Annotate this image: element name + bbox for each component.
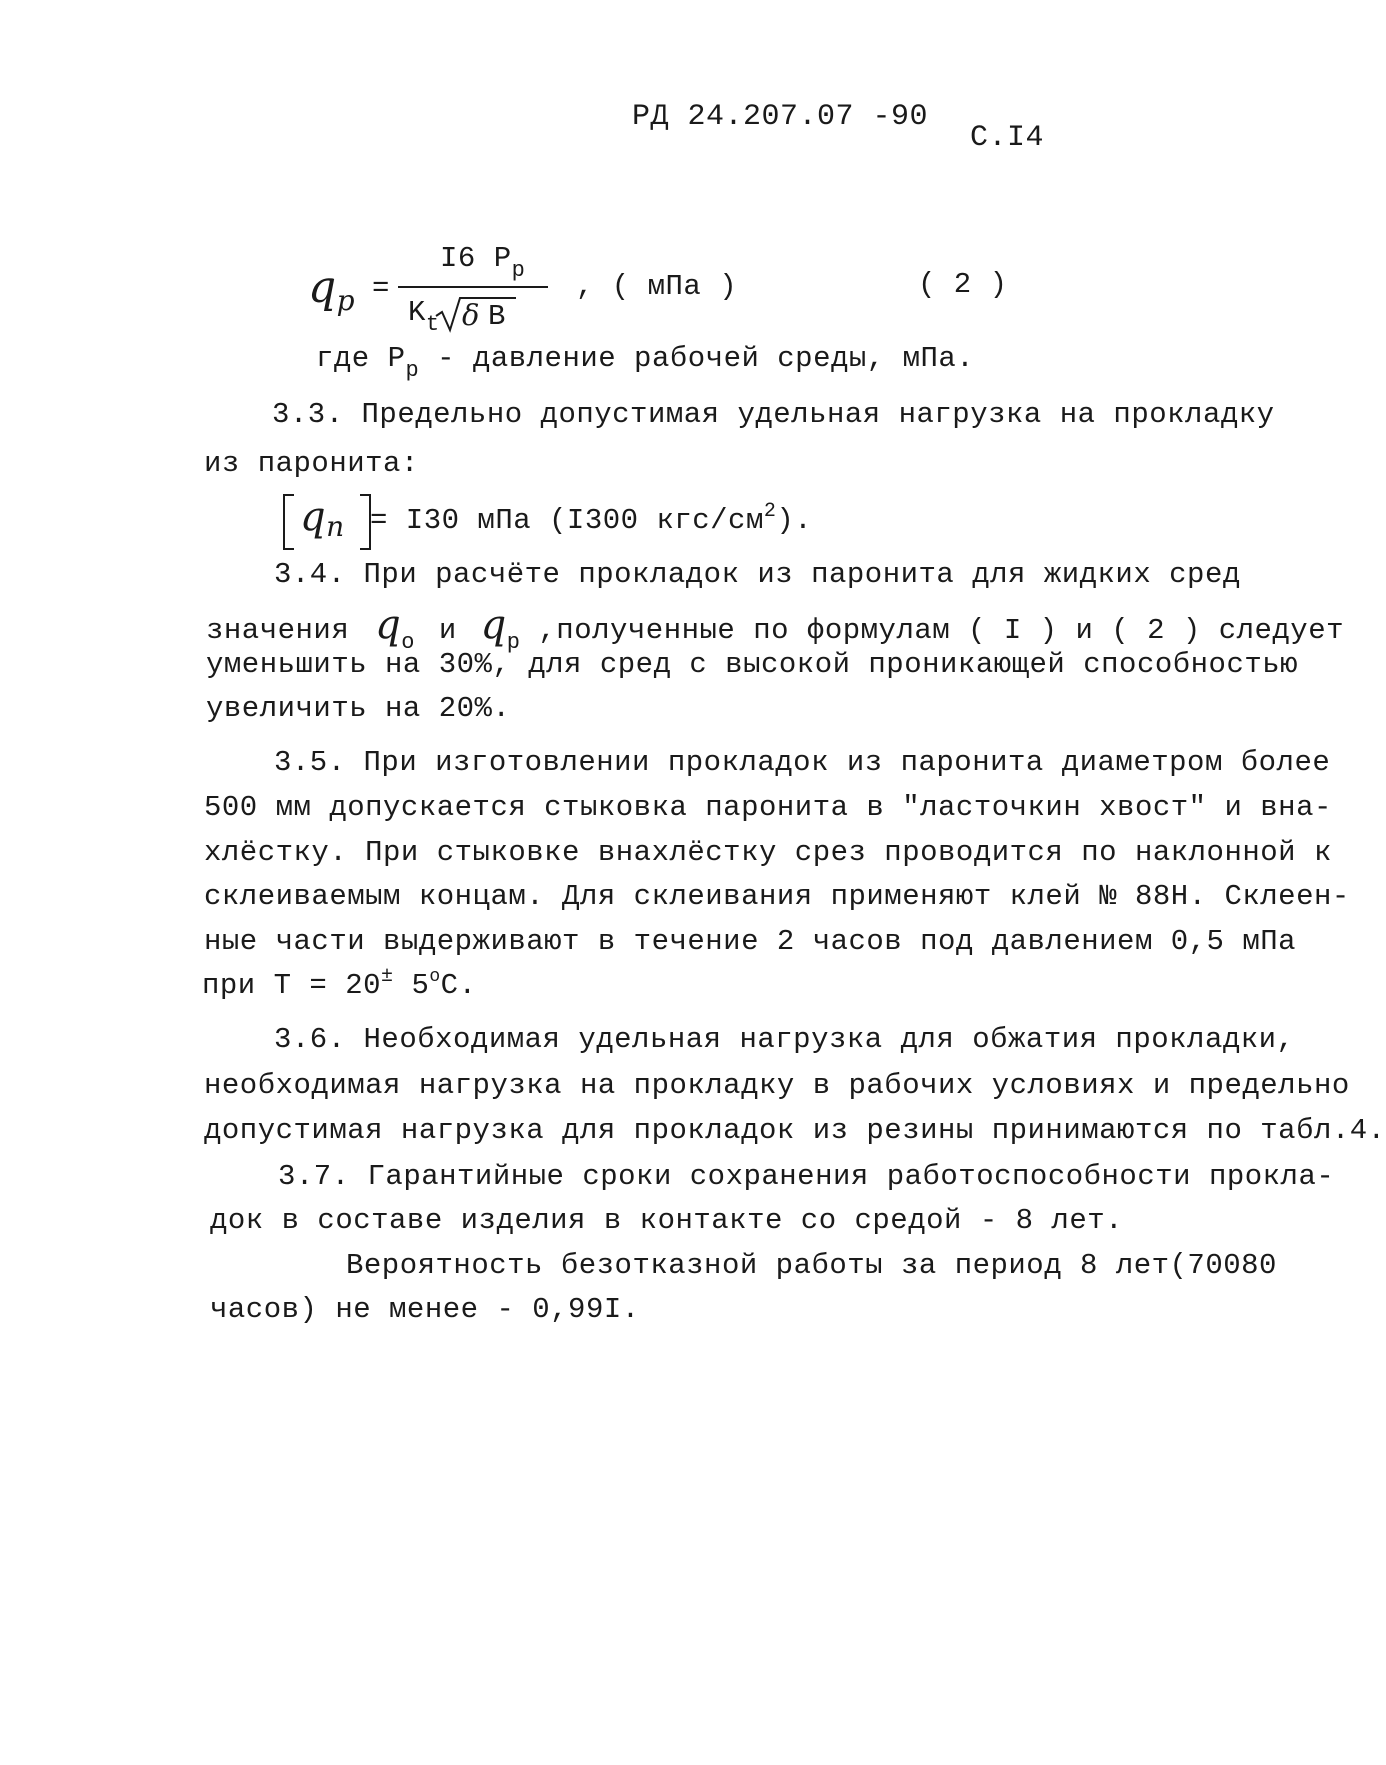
fraction-bar: [398, 286, 548, 288]
document-code: РД 24.207.07 -90: [632, 100, 929, 134]
paragraph-3-4-line-2: значения $q_o$ и $q_p$ ,полученные по формулам ( I ) и ( 2 ) следует: [206, 602, 1345, 655]
paragraph-3-5-line-3: хлёстку. При стыковке внахлёстку срез проводится по наклонной к: [204, 836, 1332, 869]
paragraph-3-4-line-3: уменьшить на 30%, для сред с высокой проникающей способностью: [206, 648, 1299, 681]
formula-denominator: $K_t$: [408, 296, 440, 337]
formula-qn-symbol: qn: [300, 494, 345, 543]
paragraph-3-4-line-4: увеличить на 20%.: [206, 692, 511, 725]
formula-numerator: I6 $P_p$: [440, 242, 526, 283]
formula-explanation: где $P_p$ - давление рабочей среды, мПа.: [316, 342, 975, 383]
formula-qn-value: = I30 мПа (I300 кгс/$см^2$).: [370, 500, 813, 537]
formula-equals: =: [372, 272, 390, 305]
formula-b: B: [488, 300, 506, 333]
paragraph-3-3-line-2: из паронита:: [204, 447, 419, 480]
page-number: С.I4: [970, 121, 1045, 155]
paragraph-3-5-line-2: 500 мм допускается стыковка паронита в "ласточкин хвост" и вна-: [204, 791, 1332, 824]
left-bracket: [283, 494, 294, 550]
paragraph-3-6-line-1: 3.6. Необходимая удельная нагрузка для обжатия прокладки,: [274, 1023, 1295, 1056]
paragraph-3-3-line-1: 3.3. Предельно допустимая удельная нагрузка на прокладку: [272, 398, 1275, 431]
paragraph-3-5-line-4: склеиваемым концам. Для склеивания применяют клей № 88Н. Склеен-: [204, 880, 1350, 913]
paragraph-3-7-line-1: 3.7. Гарантийные сроки сохранения работоспособности прокла-: [278, 1160, 1335, 1193]
formula-number: ( 2 ): [918, 268, 1008, 301]
formula-lhs: qp: [308, 262, 356, 317]
formula-delta: δ: [462, 298, 480, 332]
paragraph-3-5-line-5: ные части выдерживают в течение 2 часов под давлением 0,5 мПа: [204, 925, 1297, 958]
paragraph-3-7-line-2: док в составе изделия в контакте со средой - 8 лет.: [210, 1204, 1124, 1237]
paragraph-3-7-line-3: Вероятность безотказной работы за период 8 лет(70080: [346, 1249, 1277, 1282]
paragraph-3-5-line-6: при Т = 20± 5$^o$С.: [202, 965, 477, 1002]
paragraph-3-7-line-4: часов) не менее - 0,99I.: [210, 1293, 640, 1326]
paragraph-3-5-line-1: 3.5. При изготовлении прокладок из паронита диаметром более: [274, 746, 1331, 779]
paragraph-3-6-line-3: допустимая нагрузка для прокладок из резины принимаются по табл.4.: [204, 1114, 1386, 1147]
paragraph-3-4-line-1: 3.4. При расчёте прокладок из паронита для жидких сред: [274, 558, 1241, 591]
paragraph-3-6-line-2: необходимая нагрузка на прокладку в рабочих условиях и предельно: [204, 1069, 1350, 1102]
formula-units: , ( мПа ): [576, 270, 738, 303]
